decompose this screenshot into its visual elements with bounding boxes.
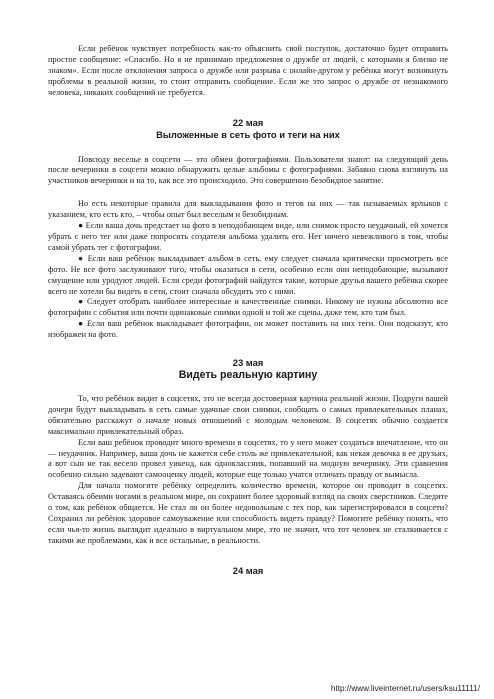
intro-paragraph: Если ребёнок чувствует потребность как-то объяснить свой поступок, достаточно будет отправить простое сообщение: «Спасибо. Но я не принимаю предложения о дружбе от людей, с которыми я близко не знаком». Если после отклонения запроса о дружбе или разрыва с онлайн-другом у ребёнка могут возникнуть проблемы в реальной жизни, то стоит отправить сообщение. Если же это запрос о дружбе от незнакомого человека, никаких сообщений не требуется. (48, 44, 448, 97)
section-date: 24 мая (232, 564, 264, 576)
bullet-item: ● Если ваша дочь предстает на фото в неподобающем виде, или снимок просто неудачный, ей хочется убрать с него тег или даже попросить создателя альбома удалить его. Нет ничего невежливого в том, чтобы самой убрать тег с фотографии. (48, 221, 448, 252)
section-date: 23 мая (232, 357, 264, 369)
footer-url: http://www.liveinternet.ru/users/ksu11111/ (330, 684, 480, 693)
section-date: 22 мая (232, 116, 264, 128)
section-may-24 (48, 565, 448, 577)
paragraph: То, что ребёнок видит в соцсетях, это не всегда достоверная картина реальной жизни. Подруги вашей дочери будут выкладывать в сеть самые удачные свои снимки, сообщать о самых привлекательных планах, обязательно расскажут о начале новых отношений с молодым человеком. В соцсетях обычно создается максимально привлекательный образ. (48, 394, 448, 436)
section-title: Видеть реальную картину (178, 369, 318, 382)
paragraph: Для начала помогите ребёнку определить количество времени, которое он проводит в соцсетях. Оставаясь обеими ногами в реальном мире, он сохранит более здоровый взгляд на своих сверстников. Следите о том, как ребёнок общается. Не стал ли он более недовольным с тех пор, как зарегистрировался в соцсети? Сохранил ли ребёнок здоровое самоуважение или способность видеть правду? Помогите ребёнку понять, что если чья-то жизнь выглядит идеально в виртуальном мире, это не значит, что тот человек не сталкивается с такими же проблемами, как и все остальные, в реальности. (48, 481, 448, 545)
paragraph: Если ваш ребёнок проводит много времени в соцсетях, то у него может создаться впечатление, что он — неудачник. Например, ваша дочь не кажется себе столь же привлекательной, как некая девочка в ее друзьях, а вот сын не так весело провел уикенд, как одноклассник, попавший на модную вечеринку. Эти сравнения особенно сильно задевают самооценку людей, которые еще только учатся отличать правду от вымысла. (48, 437, 448, 480)
section-may-22 (48, 117, 448, 141)
section-title: Выложенные в сеть фото и теги на них (156, 128, 340, 140)
bullet-item: ● Если ваш ребёнок выкладывает фотографии, он может поставить на них теги. Они подсказут, кто изображен на фото. (48, 319, 448, 340)
paragraph: Повсюду веселье в соцсети — это обмен фотографиями. Пользователи знают: на следующий день после вечеринки в соцсети можно обнаружить целые альбомы с фотографиями. Забавно снова взглянуть на участников вечеринки и на то, как все это происходило. Это совершенно безобидное занятие. (48, 154, 448, 186)
bullet-item: ● Если ваш ребёнок выкладывает альбом в сеть, ему следует сначала критически просмотреть все фото. Не все фото заслуживают того, чтобы оказаться в сети, особенно если они неподобающие, вызывают смущение или уродуют людей. Если среди фотографий найдутся такие, которые друзья вашего ребёнка скорее всего не хотели бы видеть в сети, стоит сначала обсудить это с ними. (48, 253, 448, 296)
section-may-23 (48, 357, 448, 382)
paragraph: Но есть некоторые правила для выкладывания фото и тегов на них — так называемых ярлыков с указанием, кто есть кто, – чтобы опыт был веселым и безобидным. (48, 199, 448, 220)
bullet-item: ● Следует отобрать наиболее интересные и качественные снимки. Никому не нужны абсолютно все фотографии с события или почти одинаковые снимки одной и той же сцены, даже тем, кто там был. (48, 297, 448, 318)
